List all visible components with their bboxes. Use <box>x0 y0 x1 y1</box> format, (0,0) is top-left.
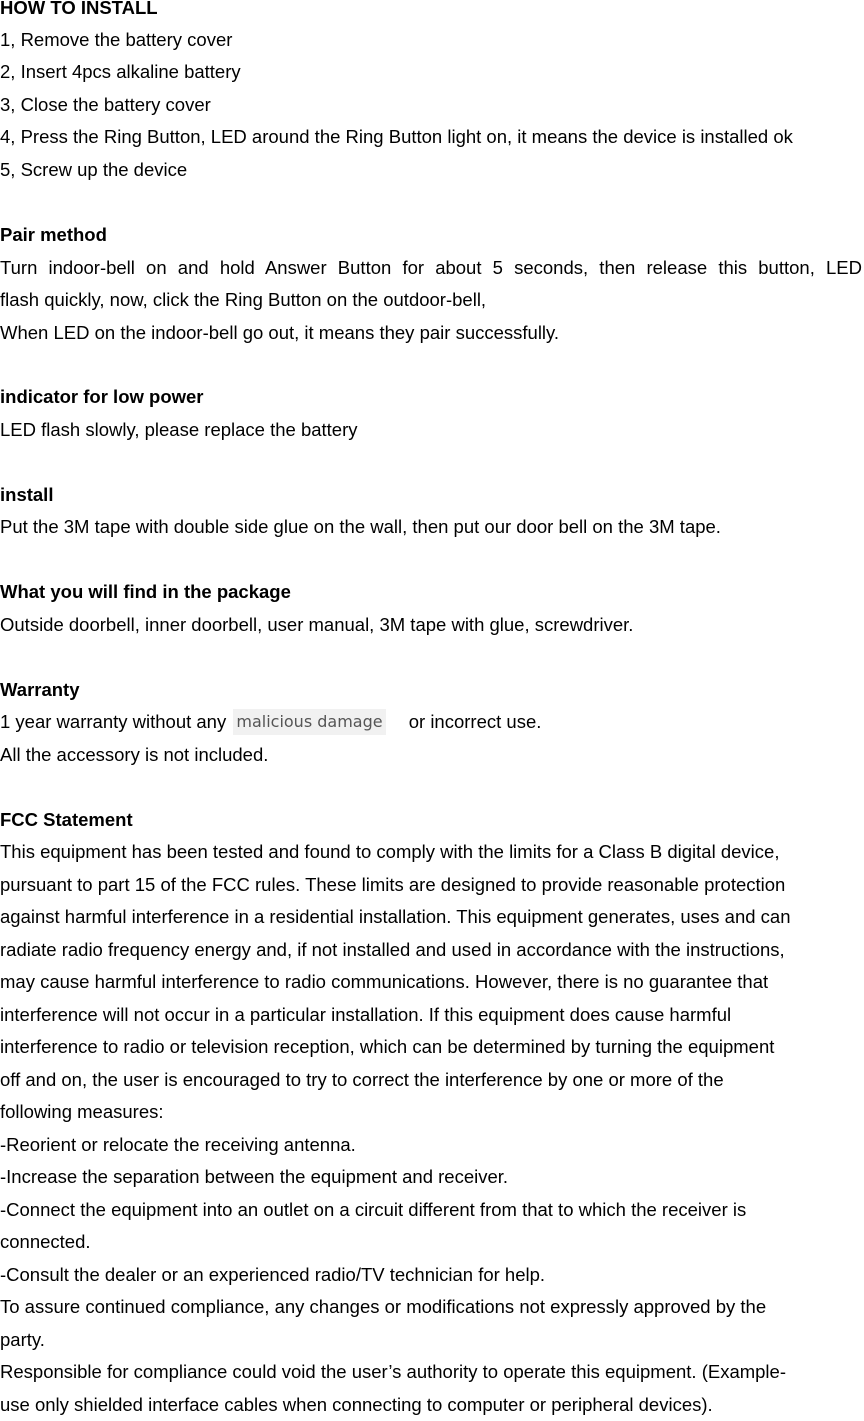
pair-line: When LED on the indoor-bell go out, it means they pair successfully. <box>0 322 560 343</box>
fcc-line: -Increase the separation between the equipment and receiver. <box>0 1166 509 1187</box>
fcc-line: party. <box>0 1329 45 1350</box>
warranty-highlight: malicious damage <box>233 709 385 735</box>
warranty-heading: Warranty <box>0 679 80 700</box>
fcc-line: interference to radio or television reception, which can be determined by turning the equipment <box>0 1036 775 1057</box>
pair-heading: Pair method <box>0 224 107 245</box>
fcc-line: may cause harmful interference to radio communications. However, there is no guarantee that <box>0 971 769 992</box>
package-text: Outside doorbell, inner doorbell, user manual, 3M tape with glue, screwdriver. <box>0 614 634 635</box>
fcc-line: following measures: <box>0 1101 164 1122</box>
fcc-line: -Consult the dealer or an experienced radio/TV technician for help. <box>0 1264 546 1285</box>
install-step: 5, Screw up the device <box>0 159 188 180</box>
install-step: 3, Close the battery cover <box>0 94 211 115</box>
fcc-line: connected. <box>0 1231 91 1252</box>
fcc-line: use only shielded interface cables when connecting to computer or peripheral devices). <box>0 1394 713 1415</box>
fcc-line: against harmful interference in a residential installation. This equipment generates, uses and can <box>0 906 791 927</box>
pair-line: flash quickly, now, click the Ring Button on the outdoor-bell, <box>0 289 487 310</box>
warranty-text-after: or incorrect use. <box>408 711 542 732</box>
fcc-line: Responsible for compliance could void the user’s authority to operate this equipment. (Example- <box>0 1361 786 1382</box>
fcc-line: interference will not occur in a particular installation. If this equipment does cause harmful <box>0 1004 732 1025</box>
fcc-line: radiate radio frequency energy and, if not installed and used in accordance with the instructions, <box>0 939 785 960</box>
install-step: 1, Remove the battery cover <box>0 29 233 50</box>
fcc-line: pursuant to part 15 of the FCC rules. These limits are designed to provide reasonable protection <box>0 874 786 895</box>
fcc-line: This equipment has been tested and found to comply with the limits for a Class B digital device, <box>0 841 780 862</box>
mount-heading: install <box>0 484 54 505</box>
pair-line: Turn indoor-bell on and hold Answer Button for about 5 seconds, then release this button, LED <box>0 257 862 278</box>
low-power-text: LED flash slowly, please replace the battery <box>0 419 358 440</box>
fcc-line: -Reorient or relocate the receiving antenna. <box>0 1134 356 1155</box>
fcc-line: off and on, the user is encouraged to try to correct the interference by one or more of the <box>0 1069 724 1090</box>
low-power-heading: indicator for low power <box>0 386 204 407</box>
warranty-line-1 <box>0 706 541 738</box>
install-step: 4, Press the Ring Button, LED around the Ring Button light on, it means the device is installed ok <box>0 126 793 147</box>
fcc-line: -Connect the equipment into an outlet on a circuit different from that to which the receiver is <box>0 1199 747 1220</box>
warranty-line-2: All the accessory is not included. <box>0 744 269 765</box>
warranty-text-before: 1 year warranty without any <box>0 711 227 732</box>
fcc-heading: FCC Statement <box>0 809 133 830</box>
package-heading: What you will find in the package <box>0 581 291 602</box>
mount-text: Put the 3M tape with double side glue on the wall, then put our door bell on the 3M tape. <box>0 516 721 537</box>
fcc-line: To assure continued compliance, any changes or modifications not expressly approved by the <box>0 1296 767 1317</box>
install-heading: HOW TO INSTALL <box>0 0 158 18</box>
install-step: 2, Insert 4pcs alkaline battery <box>0 61 241 82</box>
